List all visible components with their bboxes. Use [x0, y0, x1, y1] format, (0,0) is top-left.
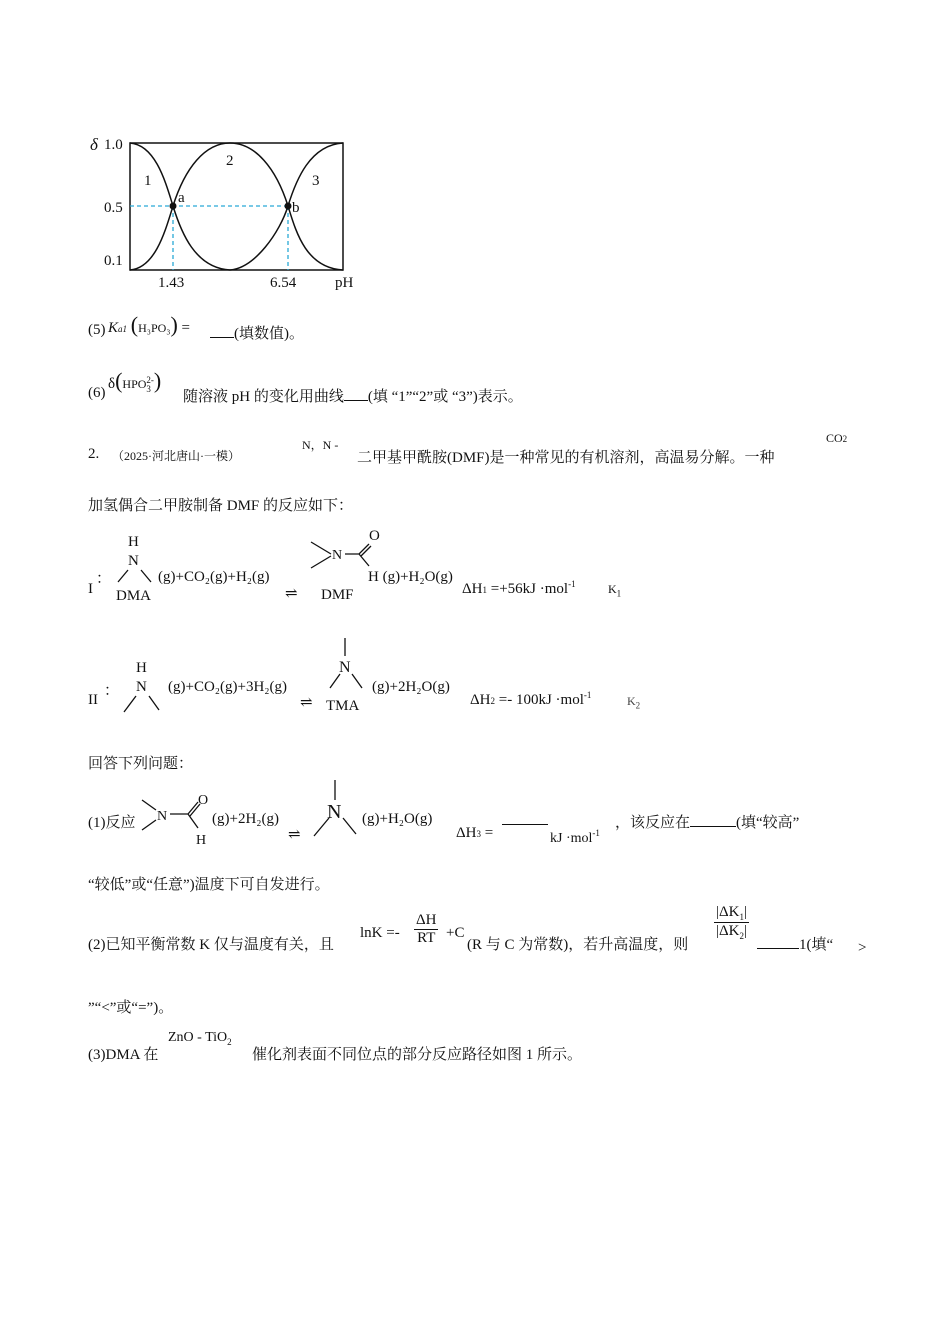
q1-line2: “较低”或“任意”)温度下可自发进行。: [88, 877, 330, 893]
q1-enthalpy: ΔH3 =: [456, 825, 494, 841]
q2-line2: ”“<”或“=”)。: [88, 1000, 174, 1016]
tma-n: N: [339, 659, 351, 676]
reaction-1-label: I: [88, 581, 93, 597]
reaction-2-products: (g)+2H₂O(g): [372, 679, 450, 695]
dma-structure-2: [118, 654, 168, 716]
reaction-1-k: $K_1$: [608, 582, 622, 599]
problem-2-number: 2.: [88, 446, 100, 462]
dma2-h: H: [136, 660, 147, 676]
reaction-1-arrow: ⇌: [285, 586, 298, 602]
q1-blank-dh[interactable]: [502, 824, 548, 825]
y-tick-1-0: 1.0: [104, 137, 123, 153]
q1-text: ，该反应在 (填“较高”: [615, 815, 800, 831]
answer-blank[interactable]: [690, 825, 736, 827]
reaction-1-products: H (g)+H₂O(g): [368, 569, 453, 585]
reaction-1-colon: ：: [96, 571, 112, 587]
curve-3-label: 3: [312, 173, 320, 189]
reaction-2-arrow: ⇌: [300, 695, 313, 711]
q1-products: (g)+H₂O(g): [362, 811, 433, 827]
reaction-2-lhs: (g)+CO₂(g)+3H₂(g): [168, 679, 288, 695]
q5-ka1: Ka1 (H₃PO₃) =: [108, 312, 191, 337]
dma2-bonds: [124, 696, 159, 712]
q2-prefix: (2)已知平衡常数 K 仅与温度有关，且: [88, 937, 334, 953]
reaction-2-k: $K_2$: [627, 694, 641, 711]
q1-prefix: (1)反应: [88, 815, 136, 831]
q1-h: H: [196, 833, 207, 848]
point-b-label: b: [292, 200, 300, 216]
q2-plus-c: +C: [446, 925, 465, 941]
dmf-label: DMF: [321, 587, 354, 603]
q2-k-ratio: $\frac{|\Delta K_1|}{|\Delta K_2|}$: [716, 904, 747, 941]
dma-bonds: [118, 570, 151, 582]
dma-h: H: [128, 534, 139, 550]
close-paren: ): [153, 368, 162, 393]
q3-prefix: (3)DMA 在: [88, 1047, 159, 1063]
dma2-n: N: [136, 679, 147, 695]
reaction-2-label: II: [88, 692, 98, 708]
dmf-structure: [303, 524, 383, 606]
dmf-n: N: [332, 548, 343, 563]
question-6: (6): [88, 385, 106, 401]
tma-label: TMA: [326, 698, 360, 714]
x-axis-label: pH: [335, 275, 354, 291]
reaction-1-enthalpy: ΔH1 =+56kJ ·mol$^{-1}$: [462, 579, 576, 597]
open-paren: (: [130, 312, 139, 337]
reaction-2-enthalpy: ΔH2 =- 100kJ ·mol$^{-1}$: [470, 690, 592, 708]
q2-lnk: lnK =-: [360, 925, 400, 941]
answer-blank[interactable]: [210, 336, 234, 338]
point-b: [285, 203, 292, 210]
q1-arrow: ⇌: [288, 827, 301, 843]
q6-ion: δ(HPO 2- 3 ): [108, 368, 162, 394]
q3-text: 催化剂表面不同位点的部分反应路径如图 1 所示。: [252, 1047, 583, 1063]
q3-catalyst: ZnO - TiO$_2$: [168, 1030, 232, 1047]
answer-blank[interactable]: [344, 399, 368, 401]
dmf-o: O: [369, 528, 380, 544]
x-tick-1-43: 1.43: [158, 275, 185, 291]
q2-text: (R 与 C 为常数)，若升高温度，则: [467, 937, 689, 953]
problem-2-source: （2025·河北唐山·一模）: [112, 449, 240, 463]
nn-prefix: N，N -: [302, 438, 339, 452]
point-a: [170, 203, 177, 210]
distribution-chart: [80, 130, 380, 295]
question-5: (5): [88, 322, 106, 338]
dma-structure: [108, 528, 168, 606]
dmf-structure-q1: [138, 790, 216, 850]
dma-n: N: [128, 553, 139, 569]
q1-o: O: [198, 793, 209, 808]
tma-structure-q1: [306, 778, 362, 848]
y-tick-0-5: 0.5: [104, 200, 123, 216]
close-paren: ): [170, 312, 178, 337]
reaction-1-lhs: (g)+CO₂(g)+H₂(g): [158, 569, 270, 585]
co2-formula: CO2: [826, 431, 848, 445]
y-axis-label: δ: [90, 135, 98, 154]
q6-text: 随溶液 pH 的变化用曲线 (填 “1”“2”或 “3”)表示。: [183, 389, 523, 405]
curve-1-label: 1: [144, 173, 152, 189]
q2-fraction: $\frac{\Delta H}{RT}$: [416, 912, 437, 946]
q2-gt: >: [858, 940, 867, 956]
problem-2-line2: 加氢偶合二甲胺制备 DMF 的反应如下：: [88, 498, 354, 514]
q1-lhs: (g)+2H₂(g): [212, 811, 280, 827]
curve-2-label: 2: [226, 153, 234, 169]
y-tick-0-1: 0.1: [104, 253, 123, 269]
x-tick-6-54: 6.54: [270, 275, 297, 291]
reaction-2-colon: ：: [104, 683, 120, 699]
tma-structure: [322, 636, 378, 716]
q1-unit: kJ ·mol$^{-1}$: [550, 828, 600, 846]
problem-2-text: 二甲基甲酰胺(DMF)是一种常见的有机溶剂，高温易分解。一种: [357, 450, 775, 466]
point-a-label: a: [178, 190, 185, 206]
answer-blank[interactable]: [757, 947, 799, 949]
q1-tma-n: N: [327, 801, 342, 823]
q1-n: N: [157, 809, 168, 824]
open-paren: (: [115, 368, 123, 393]
q5-tail: (填数值)。: [210, 322, 304, 343]
q2-tail: 1(填“: [757, 933, 833, 954]
q1-dmf-bonds: [142, 800, 200, 830]
answer-intro: 回答下列问题：: [88, 756, 194, 772]
dma-label: DMA: [116, 588, 152, 604]
